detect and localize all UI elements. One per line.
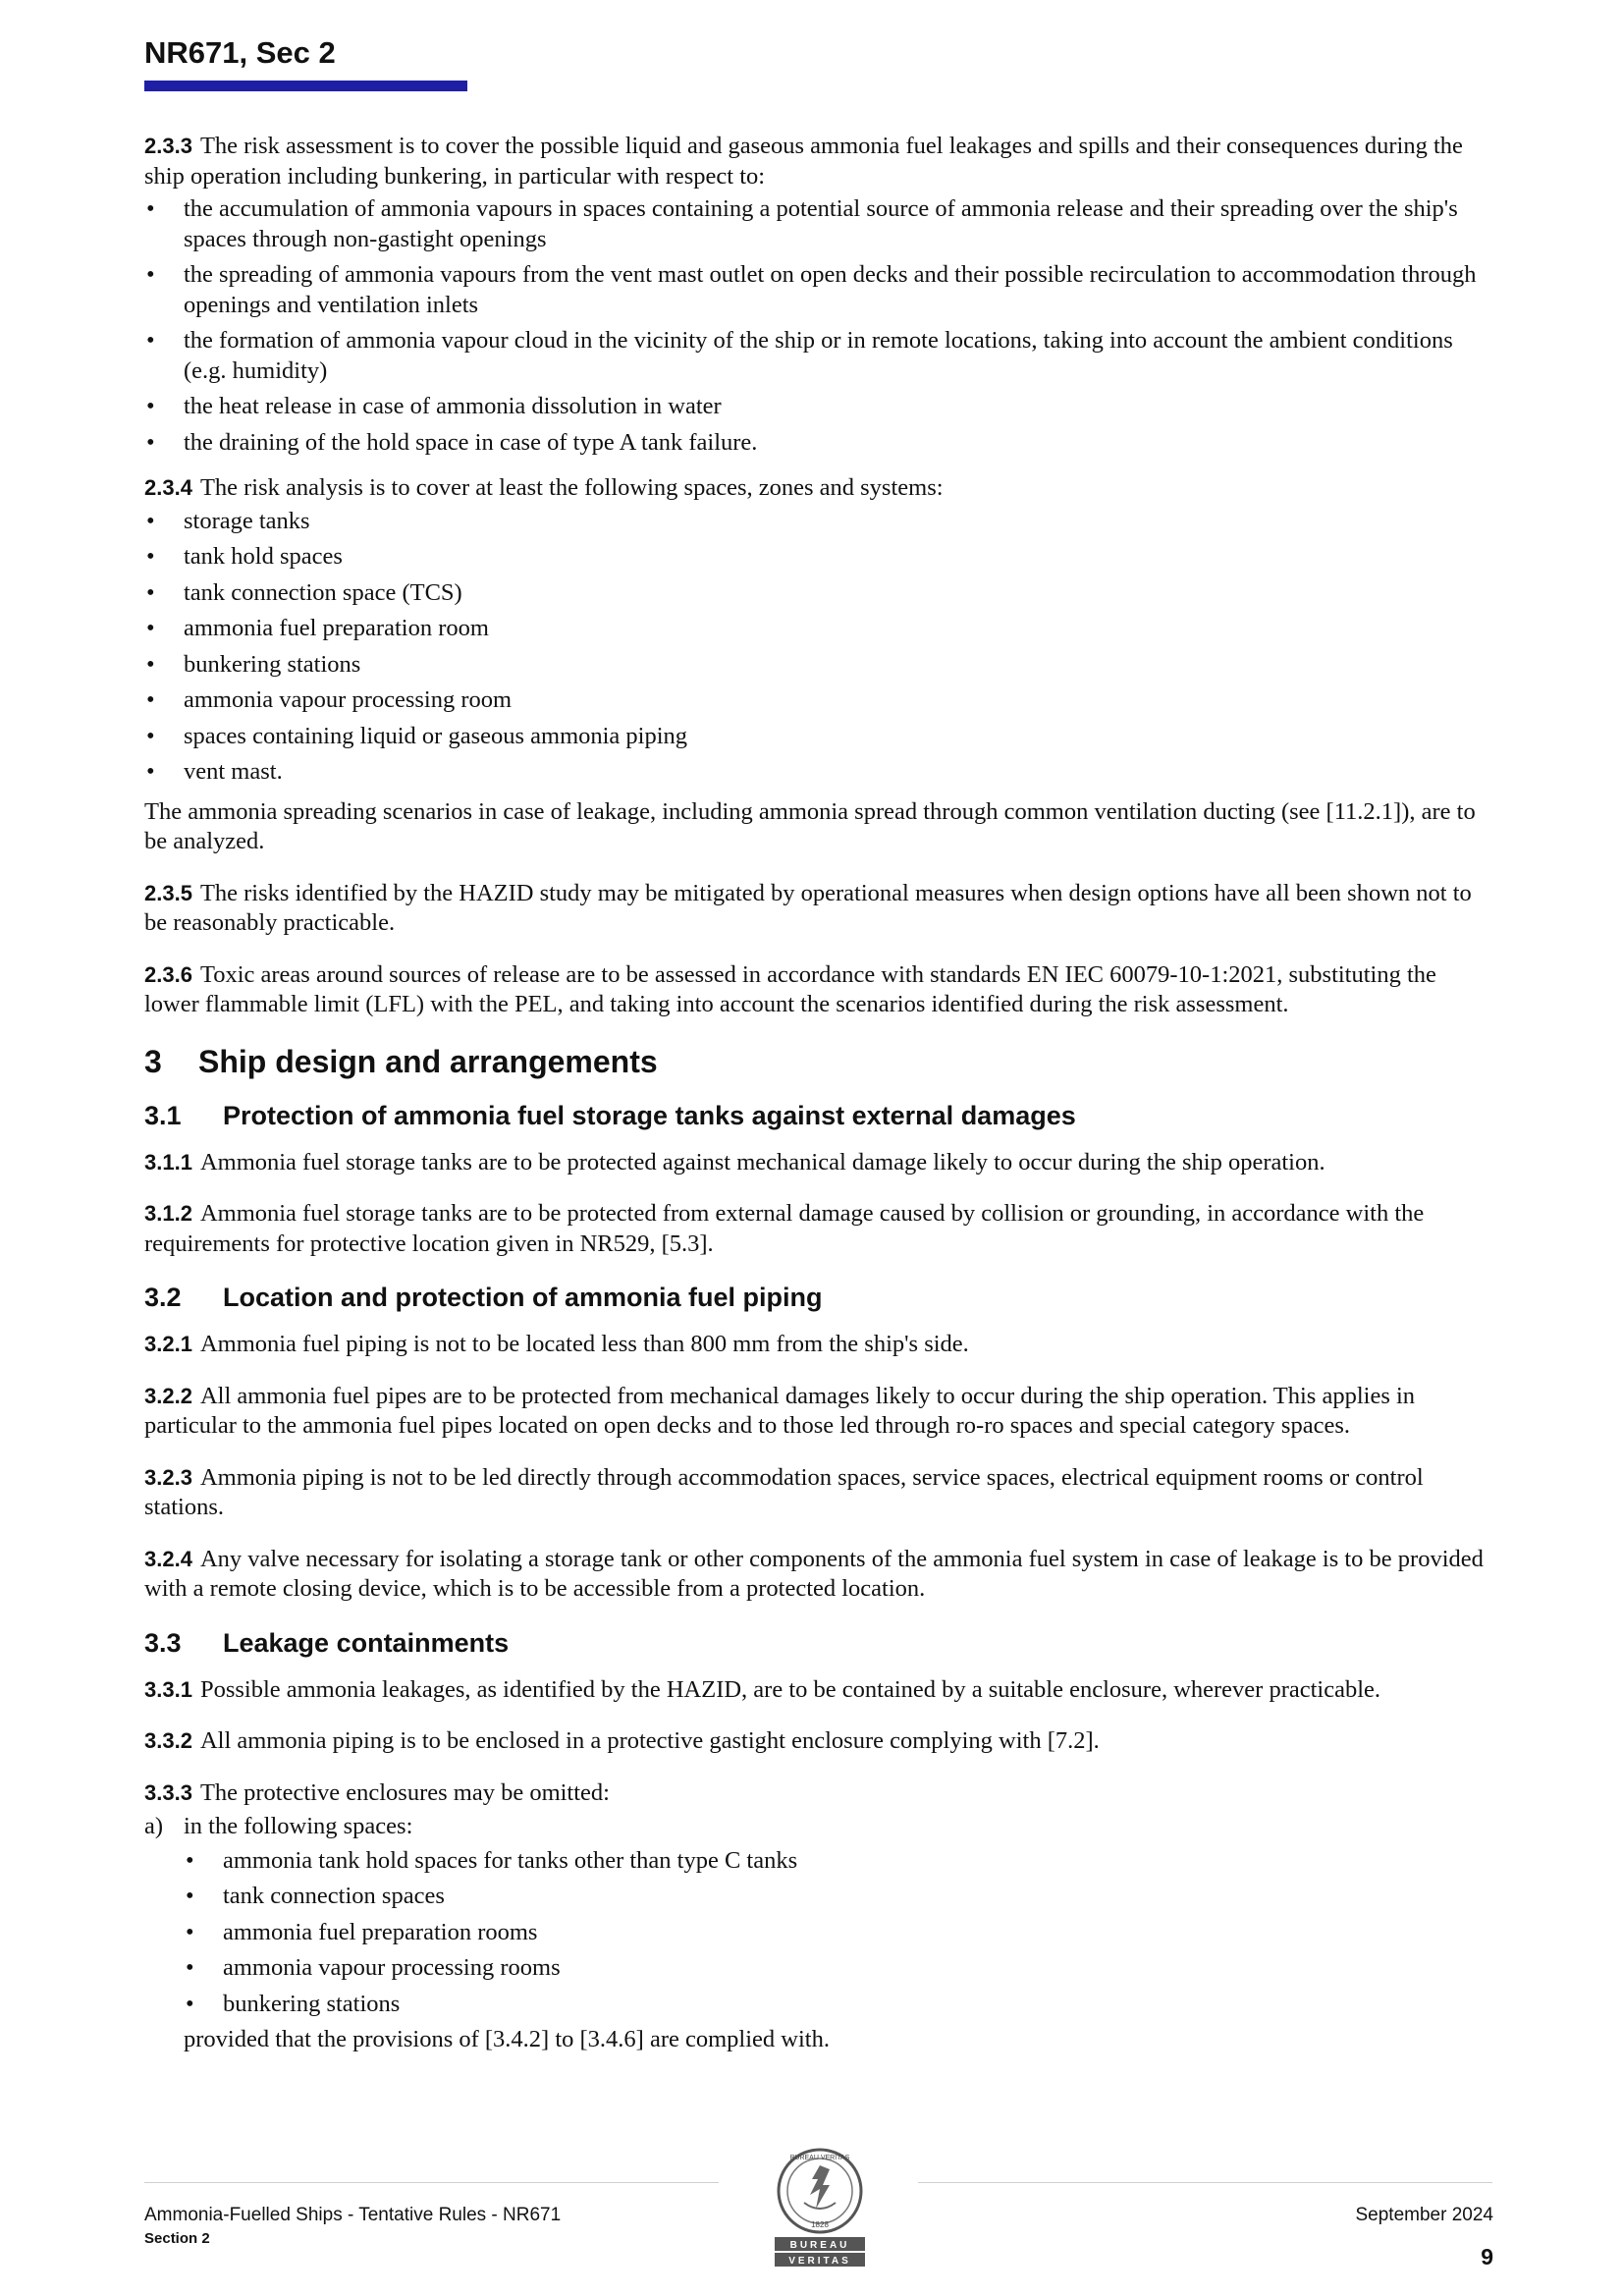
article-number: 2.3.4 bbox=[144, 475, 192, 500]
paragraph-text: The risk analysis is to cover at least the following spaces, zones and systems: bbox=[199, 474, 944, 501]
subsection-number: 3.3 bbox=[144, 1627, 182, 1658]
paragraph-text: Any valve necessary for isolating a storage tank or other components of the ammonia fuel system in case of leakage is to be provided with a remote closing device, which is to be accessible from a protected location. bbox=[144, 1545, 1484, 1602]
article-2-3-4 bbox=[144, 473, 1491, 857]
paragraph bbox=[144, 132, 1491, 191]
list-item: • bunkering stations bbox=[184, 1990, 1491, 2020]
article-number: 3.1.2 bbox=[144, 1201, 192, 1226]
list-item: • the spreading of ammonia vapours from the vent mast outlet on open decks and their possible recirculation to accommodation through openings and ventilation inlets bbox=[144, 260, 1491, 320]
paragraph-text: The ammonia spreading scenarios in case of leakage, including ammonia spread through common ventilation ducting (see [11.2.1]), are to be analyzed. bbox=[144, 797, 1476, 854]
paragraph bbox=[144, 1778, 1491, 1809]
footer-date: September 2024 bbox=[1355, 2205, 1493, 2225]
paragraph-text: Ammonia fuel storage tanks are to be protected from external damage caused by collision or grounding, in accordance with the requirements for protective location given in NR529, [5.3]. bbox=[144, 1200, 1425, 1257]
list-item: • bunkering stations bbox=[144, 650, 1491, 681]
article-number: 2.3.3 bbox=[144, 134, 192, 158]
footer-section: Section 2 bbox=[144, 2230, 210, 2247]
footer-document-title: Ammonia-Fuelled Ships - Tentative Rules - NR671 bbox=[144, 2205, 562, 2225]
logo-word-veritas: VERITAS bbox=[788, 2256, 851, 2267]
article-number: 2.3.6 bbox=[144, 961, 192, 987]
paragraph-text: The protective enclosures may be omitted: bbox=[199, 1778, 610, 1806]
section-number: 3 bbox=[144, 1043, 162, 1079]
bureau-veritas-logo-icon bbox=[769, 2146, 871, 2271]
article-number: 3.2.4 bbox=[144, 1546, 192, 1571]
list-item: • storage tanks bbox=[144, 507, 1491, 537]
list-item: • ammonia tank hold spaces for tanks other than type C tanks bbox=[184, 1846, 1491, 1877]
article-3-2-2 bbox=[144, 1382, 1491, 1442]
article-number: 3.2.2 bbox=[144, 1383, 192, 1408]
bullet-list bbox=[144, 507, 1491, 788]
article-number: 3.2.3 bbox=[144, 1464, 192, 1490]
paragraph-text: Ammonia fuel storage tanks are to be protected against mechanical damage likely to occur during the ship operation. bbox=[199, 1148, 1325, 1175]
bullet-list bbox=[144, 194, 1491, 458]
subsection-heading bbox=[144, 1099, 1491, 1132]
page-number: 9 bbox=[1481, 2244, 1493, 2269]
list-item: • spaces containing liquid or gaseous ammonia piping bbox=[144, 722, 1491, 752]
article-number: 3.3.3 bbox=[144, 1779, 192, 1805]
article-3-2-3 bbox=[144, 1463, 1491, 1523]
article-number: 3.2.1 bbox=[144, 1332, 192, 1356]
footer-rule-right bbox=[918, 2182, 1492, 2183]
list-item: • ammonia vapour processing room bbox=[144, 685, 1491, 716]
article-number: 3.3.2 bbox=[144, 1728, 192, 1753]
list-item: • ammonia fuel preparation room bbox=[144, 614, 1491, 644]
subsection-heading bbox=[144, 1626, 1491, 1660]
list-item: • the heat release in case of ammonia dissolution in water bbox=[144, 392, 1491, 422]
section-heading bbox=[144, 1042, 1491, 1081]
list-item: • the accumulation of ammonia vapours in spaces containing a potential source of ammonia release and their spreading over the ship's spaces through non-gastight openings bbox=[144, 194, 1491, 254]
list-item: • the draining of the hold space in case of type A tank failure. bbox=[144, 428, 1491, 459]
list-item: • tank connection spaces bbox=[184, 1882, 1491, 1912]
header-accent-bar bbox=[144, 81, 467, 91]
article-number: 3.1.1 bbox=[144, 1149, 192, 1175]
paragraph-text: The risks identified by the HAZID study may be mitigated by operational measures when design options have all been shown not to be reasonably practicable. bbox=[144, 879, 1472, 936]
article-3-2-4 bbox=[144, 1545, 1491, 1605]
paragraph-text: Ammonia piping is not to be led directly through accommodation spaces, service spaces, electrical equipment rooms or control stations. bbox=[144, 1463, 1424, 1520]
article-2-3-5 bbox=[144, 879, 1491, 939]
article-3-3-2 bbox=[144, 1726, 1491, 1757]
article-3-3-1 bbox=[144, 1675, 1491, 1706]
list-item: • ammonia fuel preparation rooms bbox=[184, 1918, 1491, 1948]
item-closing-text: provided that the provisions of [3.4.2] to [3.4.6] are complied with. bbox=[184, 2026, 830, 2052]
bullet-list bbox=[184, 1846, 1491, 2020]
logo-year: 1828 bbox=[811, 2220, 829, 2229]
logo-word-bureau: BUREAU bbox=[789, 2240, 850, 2251]
article-3-1-2 bbox=[144, 1199, 1491, 1259]
list-item: • vent mast. bbox=[144, 757, 1491, 788]
paragraph-text: All ammonia piping is to be enclosed in a protective gastight enclosure complying with [7.2]. bbox=[199, 1727, 1100, 1754]
paragraph bbox=[144, 473, 1491, 504]
footer-rule-left bbox=[144, 2182, 719, 2183]
list-item: • the formation of ammonia vapour cloud in the vicinity of the ship or in remote locations, taking into account the ambient conditions (e.g. humidity) bbox=[144, 326, 1491, 386]
list-item: • tank connection space (TCS) bbox=[144, 578, 1491, 609]
article-3-1-1 bbox=[144, 1148, 1491, 1178]
subsection-number: 3.2 bbox=[144, 1283, 182, 1312]
item-marker: a) bbox=[144, 1813, 164, 1839]
subsection-title: Leakage containments bbox=[223, 1627, 510, 1658]
section-title: Ship design and arrangements bbox=[198, 1043, 658, 1079]
logo-ring-text: BUREAU VERITAS bbox=[789, 2155, 850, 2161]
article-2-3-6 bbox=[144, 960, 1491, 1020]
article-2-3-3 bbox=[144, 132, 1491, 458]
article-number: 2.3.5 bbox=[144, 880, 192, 905]
list-item: • ammonia vapour processing rooms bbox=[184, 1953, 1491, 1984]
paragraph-text: Ammonia fuel piping is not to be located less than 800 mm from the ship's side. bbox=[199, 1331, 969, 1357]
subsection-title: Protection of ammonia fuel storage tanks against external damages bbox=[223, 1100, 1076, 1130]
paragraph-text: Toxic areas around sources of release are to be assessed in accordance with standards EN IEC 60079-10-1:2021, substituting the lower flammable limit (LFL) with the PEL, and taking into account the scenarios identified during the risk assessment. bbox=[144, 960, 1436, 1017]
subsection-heading bbox=[144, 1281, 1491, 1314]
paragraph-text: All ammonia fuel pipes are to be protected from mechanical damages likely to occur during the ship operation. This applies in particular to the ammonia fuel pipes located on open decks and to those led through ro-ro spaces and special category spaces. bbox=[144, 1382, 1416, 1439]
item-text: in the following spaces: bbox=[184, 1813, 413, 1839]
article-3-3-3 bbox=[144, 1778, 1491, 2055]
running-header: NR671, Sec 2 bbox=[144, 35, 336, 70]
paragraph-text: Possible ammonia leakages, as identified by the HAZID, are to be contained by a suitable enclosure, wherever practicable. bbox=[199, 1675, 1381, 1703]
page-body bbox=[144, 132, 1491, 2055]
subsection-number: 3.1 bbox=[144, 1100, 182, 1130]
lettered-item bbox=[144, 1812, 1491, 2055]
article-number: 3.3.1 bbox=[144, 1676, 192, 1702]
article-3-2-1 bbox=[144, 1330, 1491, 1360]
subsection-title: Location and protection of ammonia fuel piping bbox=[223, 1283, 823, 1312]
paragraph-text: The risk assessment is to cover the possible liquid and gaseous ammonia fuel leakages and spills and their consequences during the ship operation including bunkering, in particular with respect to: bbox=[144, 133, 1463, 190]
list-item: • tank hold spaces bbox=[144, 542, 1491, 573]
